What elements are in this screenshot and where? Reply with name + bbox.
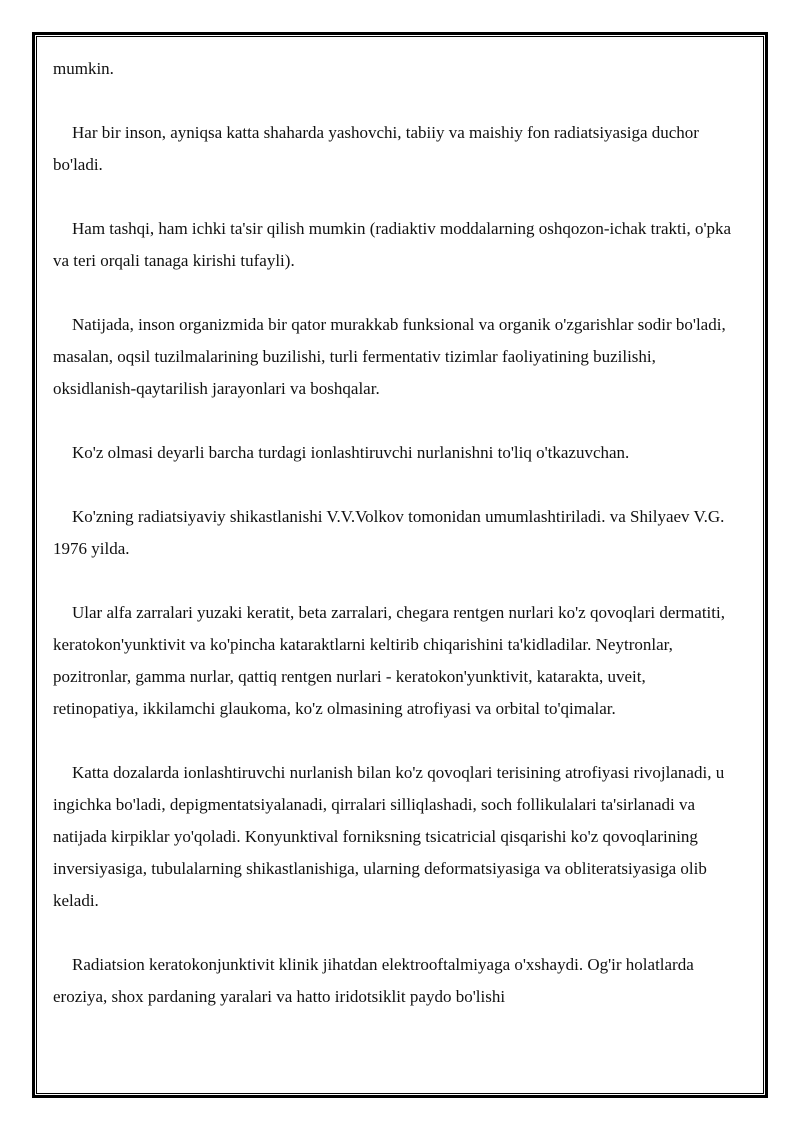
paragraph-particle-effects: Ular alfa zarralari yuzaki keratit, beta zarralari, chegara rentgen nurlari ko'z qovoqlari dermatiti, keratokon'yunktivit va ko'pincha kataraktlarni keltirib chiqarishini ta'kidladilar. Neytronlar, pozitronlar, gamma nurlar, qattiq rentgen nurlari - keratokon'yunktivit, katarakta, uveit, retinopatiya, ikkilamchi glaukoma, ko'z olmasining atrofiyasi va orbital to'qimalar. xyxy=(53,603,725,718)
paragraph-continuation: mumkin. xyxy=(53,59,114,78)
paragraph-keratoconjunctivitis: Radiatsion keratokonjunktivit klinik jihatdan elektrooftalmiyaga o'xshaydi. Og'ir holatlarda eroziya, shox pardaning yaralari va hatto iridotsiklit paydo bo'lishi xyxy=(53,955,694,1006)
paragraph-organism-changes: Natijada, inson organizmida bir qator murakkab funksional va organik o'zgarishlar sodir bo'ladi, masalan, oqsil tuzilmalarining buzilishi, turli fermentativ tizimlar faoliyatining buzilishi, oksidlanish-qaytarilish jarayonlari va boshqalar. xyxy=(53,315,726,398)
paragraph-eyeball-permeability: Ko'z olmasi deyarli barcha turdagi ionlashtiruvchi nurlanishni to'liq o'tkazuvchan. xyxy=(72,443,630,462)
paragraph-exposure-routes: Ham tashqi, ham ichki ta'sir qilish mumkin (radiaktiv moddalarning oshqozon-ichak trakti, o'pka va teri orqali tanaga kirishi tufayli). xyxy=(53,219,732,270)
paragraph-background-radiation: Har bir inson, ayniqsa katta shaharda yashovchi, tabiiy va maishiy fon radiatsiyasiga duchor bo'ladi. xyxy=(53,123,699,174)
document-body xyxy=(53,53,733,1013)
paragraph-volkov-summary: Ko'zning radiatsiyaviy shikastlanishi V.V.Volkov tomonidan umumlashtiriladi. va Shilyaev V.G. 1976 yilda. xyxy=(53,507,725,558)
paragraph-eyelid-atrophy: Katta dozalarda ionlashtiruvchi nurlanish bilan ko'z qovoqlari terisining atrofiyasi rivojlanadi, u ingichka bo'ladi, depigmentatsiyalanadi, qirralari silliqlashadi, soch follikulalari ta'sirlanadi va natijada kirpiklar yo'qoladi. Konyunktival forniksning tsicatricial qisqarishi ko'z qovoqlarining inversiyasiga, tubulalarning shikastlanishiga, ularning deformatsiyasiga va obliteratsiyasiga olib keladi. xyxy=(53,763,725,910)
